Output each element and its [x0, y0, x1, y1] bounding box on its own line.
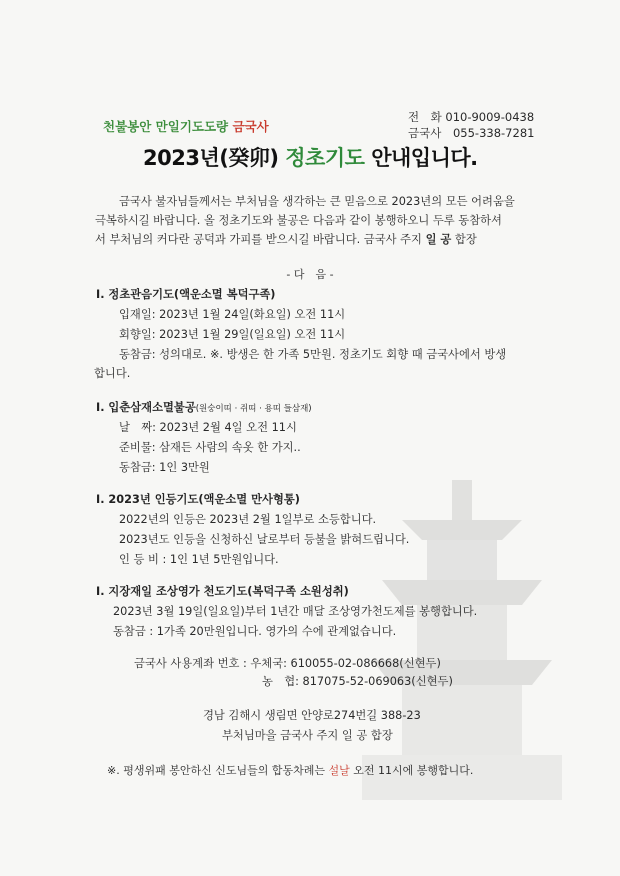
section-4-line-1: 2023년 3월 19일(일요일)부터 1년간 매달 조상영가천도제를 봉행합니다. — [113, 605, 478, 618]
memorial-note — [107, 762, 473, 778]
section-3-line-1: 2022년의 인등은 2023년 2월 1일부로 소등합니다. — [119, 513, 377, 526]
temple-heading — [103, 117, 269, 135]
note-prefix: ※. 평생위패 봉안하신 신도님들의 합동차례는 — [107, 764, 325, 777]
nh-label: 농 협: — [262, 675, 299, 688]
intro-line-3 — [95, 230, 535, 249]
temple-heading-part2: 만일기도도량 — [155, 119, 229, 134]
temple-address: 경남 김해시 생림면 안양로274번길 388-23 — [203, 709, 421, 722]
section-1-line-4: 합니다. — [94, 367, 131, 380]
intro-line-2: 극복하시길 바랍니다. 올 정초기도와 불공은 다음과 같이 봉행하오니 두루 동참하셔 — [95, 214, 502, 227]
intro-line-3-prefix: 서 부처님의 커다란 공덕과 가피를 받으시길 바랍니다. 금국사 주지 — [95, 233, 422, 246]
section-4-title: Ⅰ. 지장재일 조상영가 천도기도(복덕구족 소원성취) — [96, 585, 349, 598]
account-row-post — [134, 655, 441, 671]
phone-label: 전 화 — [408, 110, 442, 124]
section-2-title-small: (원숭이띠 · 쥐띠 · 용띠 들삼재) — [195, 404, 312, 414]
intro-line-1: 금국사 불자님들께서는 부처님을 생각하는 큰 믿음으로 2023년의 모든 어려움을 — [119, 195, 515, 208]
section-1-line-3: 동참금: 성의대로. ※. 방생은 한 가족 5만원. 정초기도 회향 때 금국사에서 방생 — [119, 348, 507, 361]
section-1-title: Ⅰ. 정초관음기도(액운소멸 복덕구족) — [96, 288, 276, 301]
nh-account-number: 817075-52-069063(신현두) — [302, 675, 453, 688]
page-title — [143, 142, 478, 172]
abbot-name: 일 공 — [425, 233, 452, 246]
note-highlight: 설날 — [328, 764, 350, 777]
intro-paragraph — [95, 192, 535, 249]
section-3-line-3: 인 등 비 : 1인 1년 5만원입니다. — [119, 553, 279, 566]
section-3-title: Ⅰ. 2023년 인등기도(액운소멸 만사형통) — [96, 493, 300, 506]
title-part2: 정초기도 — [285, 146, 365, 170]
dagum-heading: - 다 음 - — [286, 268, 334, 281]
section-2-title-main: Ⅰ. 입춘삼재소멸불공 — [96, 401, 196, 414]
note-suffix: 오전 11시에 봉행합니다. — [353, 764, 474, 777]
section-2-line-3: 동참금: 1인 3만원 — [119, 461, 210, 474]
section-3-line-2: 2023년도 인등을 신청하신 날로부터 등불을 밝혀드립니다. — [119, 533, 410, 546]
title-part1: 2023년(癸卯) — [143, 146, 279, 170]
section-4-line-2: 동참금 : 1가족 20만원입니다. 영가의 수에 관계없습니다. — [113, 625, 397, 638]
section-1-line-1: 입재일: 2023년 1월 24일(화요일) 오전 11시 — [119, 308, 346, 321]
post-label: 우체국: — [250, 657, 287, 670]
phone-number: 010-9009-0438 — [445, 110, 535, 124]
post-account-number: 610055-02-086668(신현두) — [290, 657, 441, 670]
temple-signature: 부처님마을 금국사 주지 일 공 합장 — [222, 729, 393, 742]
temple-heading-part1: 천불봉안 — [103, 119, 152, 134]
title-part3: 안내입니다. — [371, 146, 478, 170]
contact-temple-phone — [408, 125, 534, 141]
intro-line-3-suffix: 합장 — [454, 233, 477, 246]
section-2-line-1: 날 짜: 2023년 2월 4일 오전 11시 — [119, 421, 297, 434]
section-2-line-2: 준비물: 삼재든 사람의 속옷 한 가지.. — [119, 441, 301, 454]
contact-phone — [408, 109, 534, 125]
account-row-nh — [262, 673, 453, 689]
temple-phone-label: 금국사 — [408, 126, 442, 140]
section-1-line-2: 회향일: 2023년 1월 29일(일요일) 오전 11시 — [119, 328, 346, 341]
account-label: 금국사 사용계좌 번호 : — [134, 657, 247, 670]
section-2-title — [96, 399, 312, 415]
temple-phone-number: 055-338-7281 — [452, 126, 535, 140]
temple-heading-part3: 금국사 — [232, 119, 269, 134]
